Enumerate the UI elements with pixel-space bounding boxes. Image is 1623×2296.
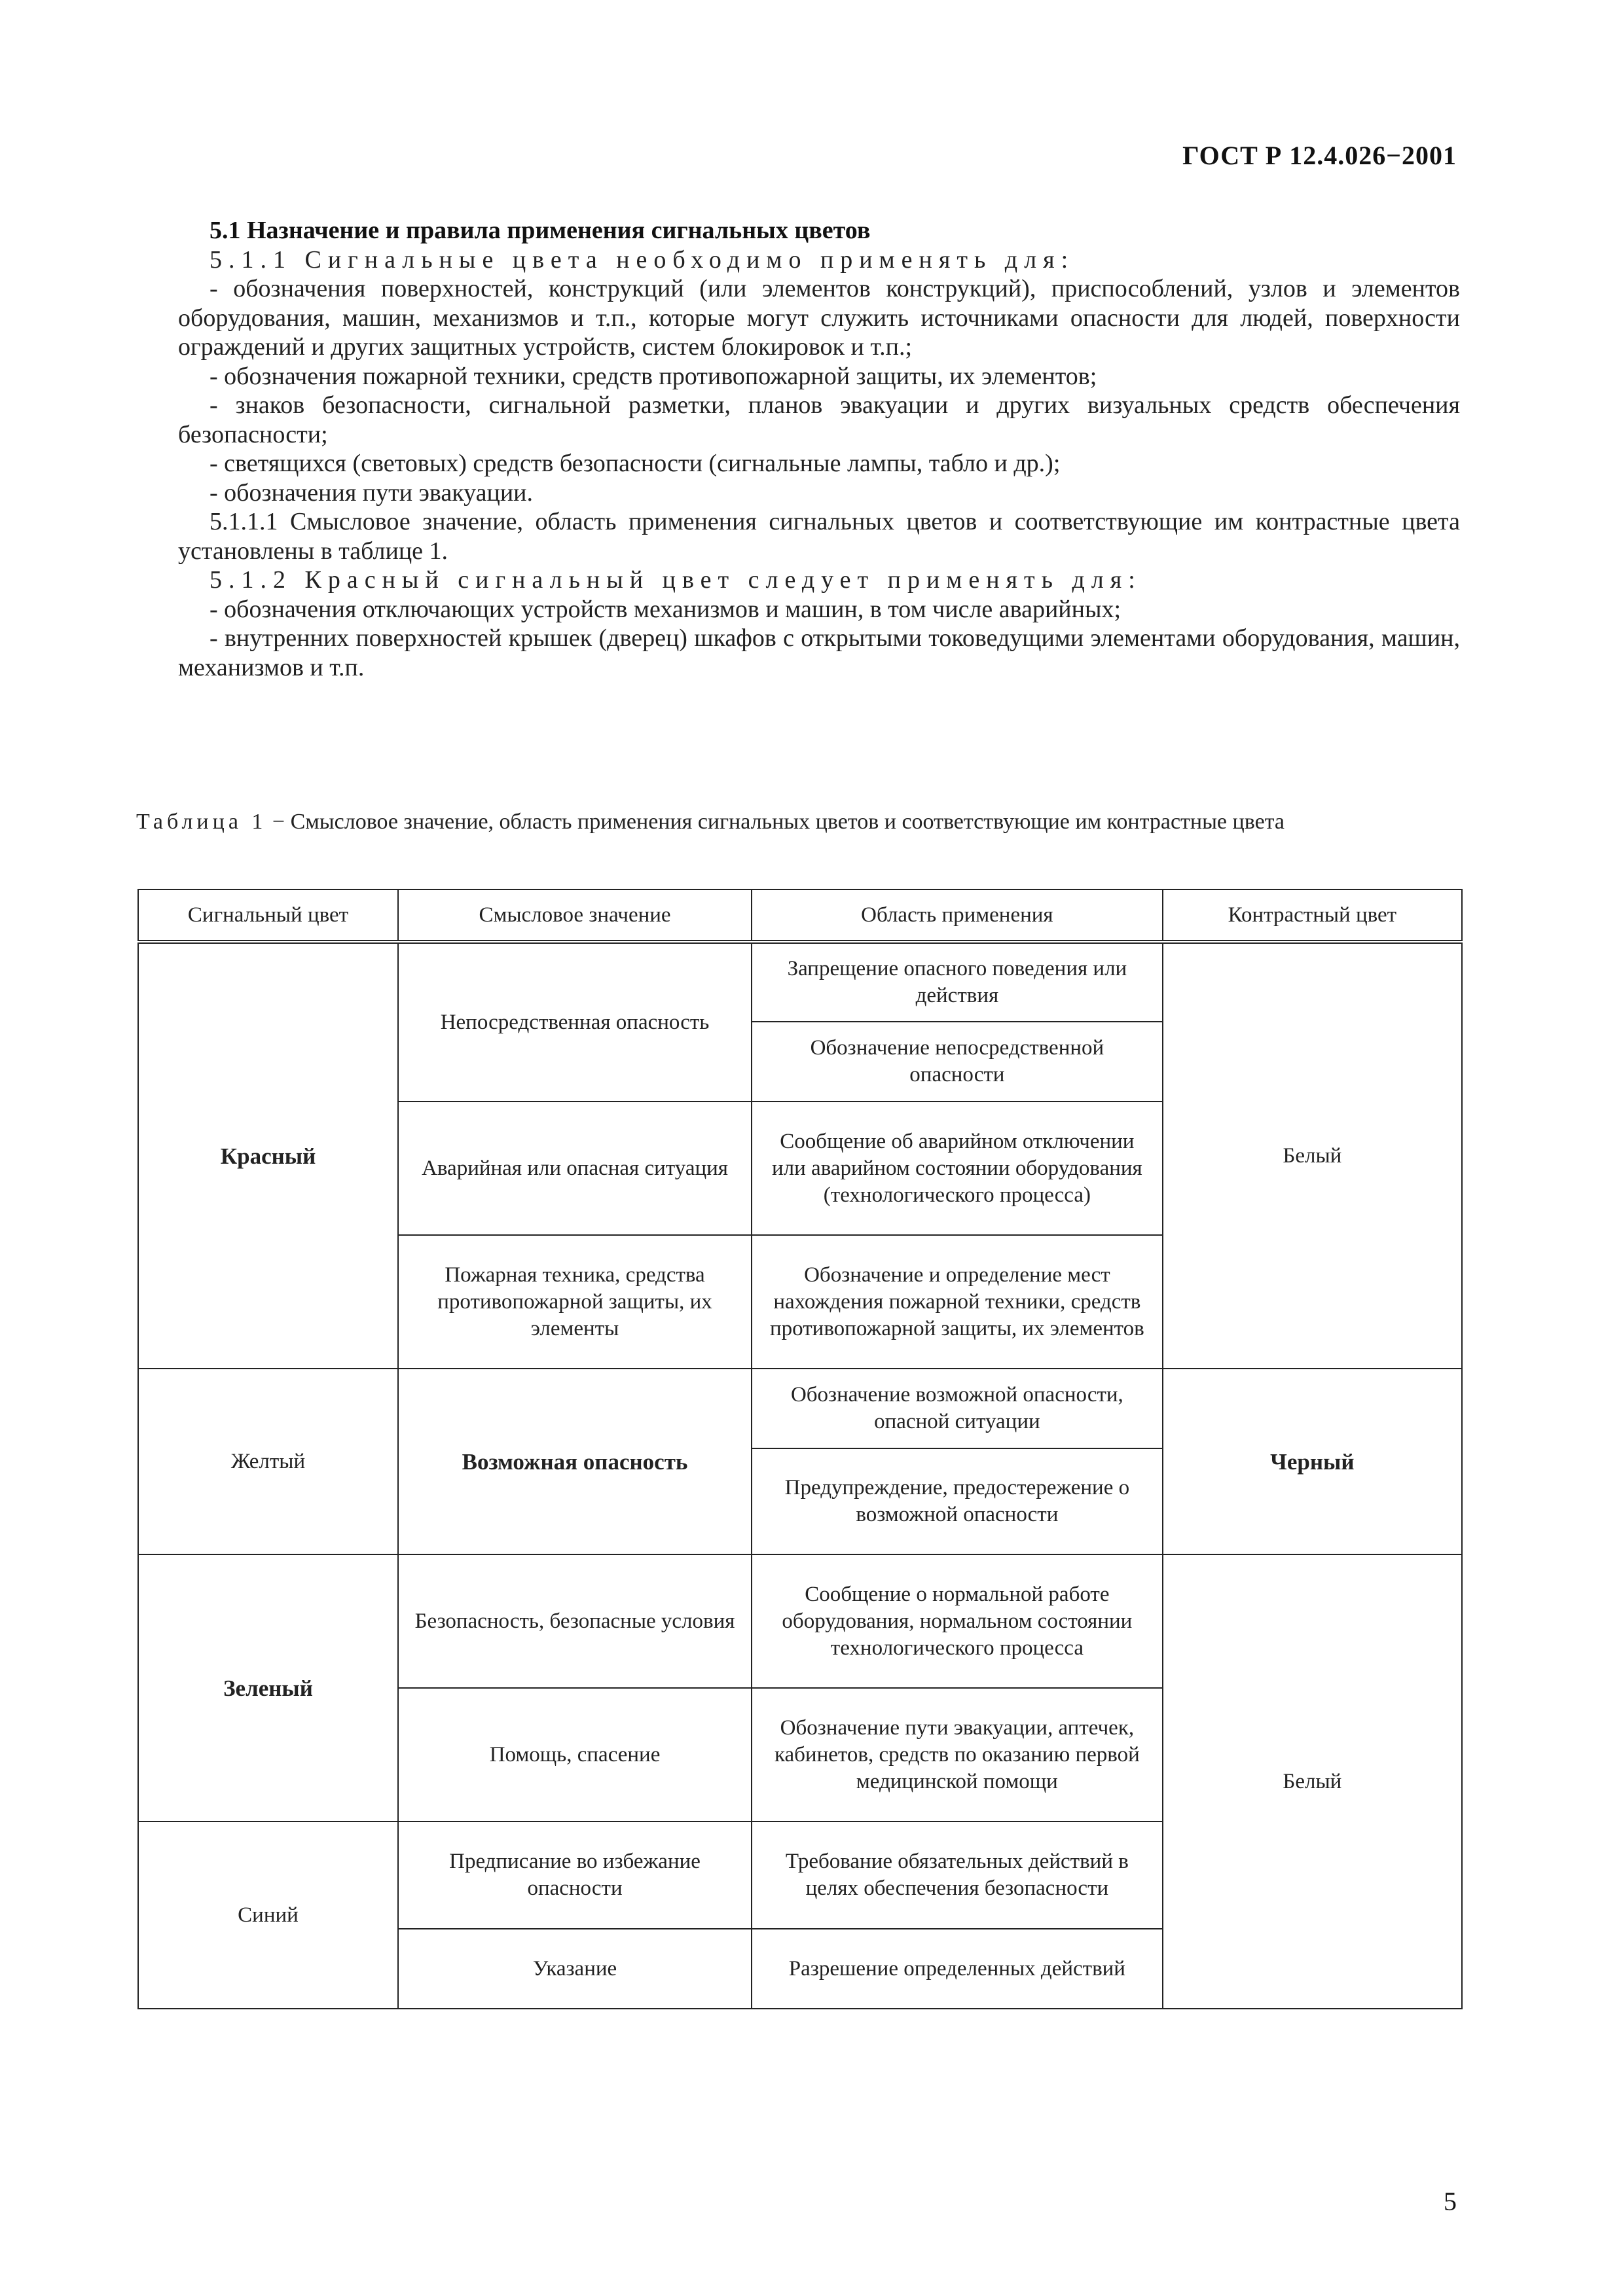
table-header-row — [138, 889, 1462, 942]
table-caption-text: − Смысловое значение, область применения сигнальных цветов и соответствующие им контрастные цвета — [266, 810, 1285, 834]
color-blue: Синий — [138, 1821, 398, 2009]
list-item: - светящихся (световых) средств безопасности (сигнальные лампы, табло и др.); — [210, 450, 1061, 477]
meaning-cell: Указание — [398, 1929, 752, 2009]
color-green: Зеленый — [138, 1554, 398, 1821]
table-caption — [136, 808, 1459, 836]
area-cell: Запрещение опасного поведения или действия — [752, 942, 1163, 1022]
meaning-cell: Предписание во избежание опасности — [398, 1821, 752, 1929]
meaning-cell: Помощь, спасение — [398, 1688, 752, 1821]
list-item: - обозначения отключающих устройств механизмов и машин, в том числе аварийных; — [210, 595, 1122, 623]
area-cell: Обозначение непосредственной опасности — [752, 1022, 1163, 1102]
contrast-yellow: Черный — [1163, 1369, 1462, 1554]
section-heading: 5.1 Назначение и правила применения сигнальных цветов — [210, 217, 871, 244]
list-item: - внутренних поверхностей крышек (дверец) шкафов с открытыми токоведущими элементами оборудования, машин, механизмов и т.п. — [178, 624, 1460, 681]
list-item: - обозначения пути эвакуации. — [210, 478, 533, 507]
header-contrast: Контрастный цвет — [1163, 889, 1462, 942]
page-number: 5 — [1444, 2187, 1457, 2216]
area-cell: Предупреждение, предостережение о возможной опасности — [752, 1448, 1163, 1554]
color-yellow: Желтый — [138, 1369, 398, 1554]
area-cell: Разрешение определенных действий — [752, 1929, 1163, 2009]
table-row — [138, 1554, 1462, 1688]
list-item: - обозначения пожарной техники, средств противопожарной защиты, их элементов; — [210, 362, 1097, 390]
color-red: Красный — [138, 942, 398, 1369]
clause-5-1-1-1: 5.1.1.1 Смысловое значение, область применения сигнальных цветов и соответствующие им контрастные цвета установлены в таблице 1. — [178, 508, 1460, 565]
area-cell: Обозначение и определение мест нахождения пожарной техники, средств противопожарной защиты, их элементов — [752, 1235, 1163, 1369]
section-body — [178, 216, 1460, 682]
header-signal-color: Сигнальный цвет — [138, 889, 398, 942]
clause-5-1-2: 5.1.2 Красный сигнальный цвет следует применять для: — [210, 566, 1142, 594]
meaning-cell: Пожарная техника, средства противопожарной защиты, их элементы — [398, 1235, 752, 1369]
area-cell: Обозначение пути эвакуации, аптечек, кабинетов, средств по оказанию первой медицинской помощи — [752, 1688, 1163, 1821]
table-row — [138, 1369, 1462, 1448]
meaning-cell: Непосредственная опасность — [398, 942, 752, 1102]
header-area: Область применения — [752, 889, 1163, 942]
meaning-cell: Аварийная или опасная ситуация — [398, 1102, 752, 1235]
table-caption-label: Таблица 1 — [136, 810, 267, 834]
contrast-green-blue: Белый — [1163, 1554, 1462, 2009]
list-item: - обозначения поверхностей, конструкций (или элементов конструкций), приспособлений, узлов и элементов оборудования, машин, механизмов и т.п., которые могут служить источниками опасности для людей, поверхности ограждений и других защитных устройств, систем блокировок и т.п.; — [178, 275, 1460, 361]
area-cell: Обозначение возможной опасности, опасной ситуации — [752, 1369, 1163, 1448]
clause-5-1-1: 5.1.1 Сигнальные цвета необходимо применять для: — [210, 245, 1075, 274]
meaning-cell: Безопасность, безопасные условия — [398, 1554, 752, 1688]
document-code: ГОСТ Р 12.4.026−2001 — [1182, 141, 1457, 170]
area-cell: Сообщение о нормальной работе оборудования, нормальном состоянии технологического процесса — [752, 1554, 1163, 1688]
list-item: - знаков безопасности, сигнальной разметки, планов эвакуации и других визуальных средств обеспечения безопасности; — [178, 391, 1460, 448]
table-row — [138, 942, 1462, 1022]
header-meaning: Смысловое значение — [398, 889, 752, 942]
area-cell: Требование обязательных действий в целях обеспечения безопасности — [752, 1821, 1163, 1929]
area-cell: Сообщение об аварийном отключении или аварийном состоянии оборудования (технологического процесса) — [752, 1102, 1163, 1235]
contrast-red: Белый — [1163, 942, 1462, 1369]
signal-colors-table — [137, 889, 1463, 2009]
meaning-cell: Возможная опасность — [398, 1369, 752, 1554]
